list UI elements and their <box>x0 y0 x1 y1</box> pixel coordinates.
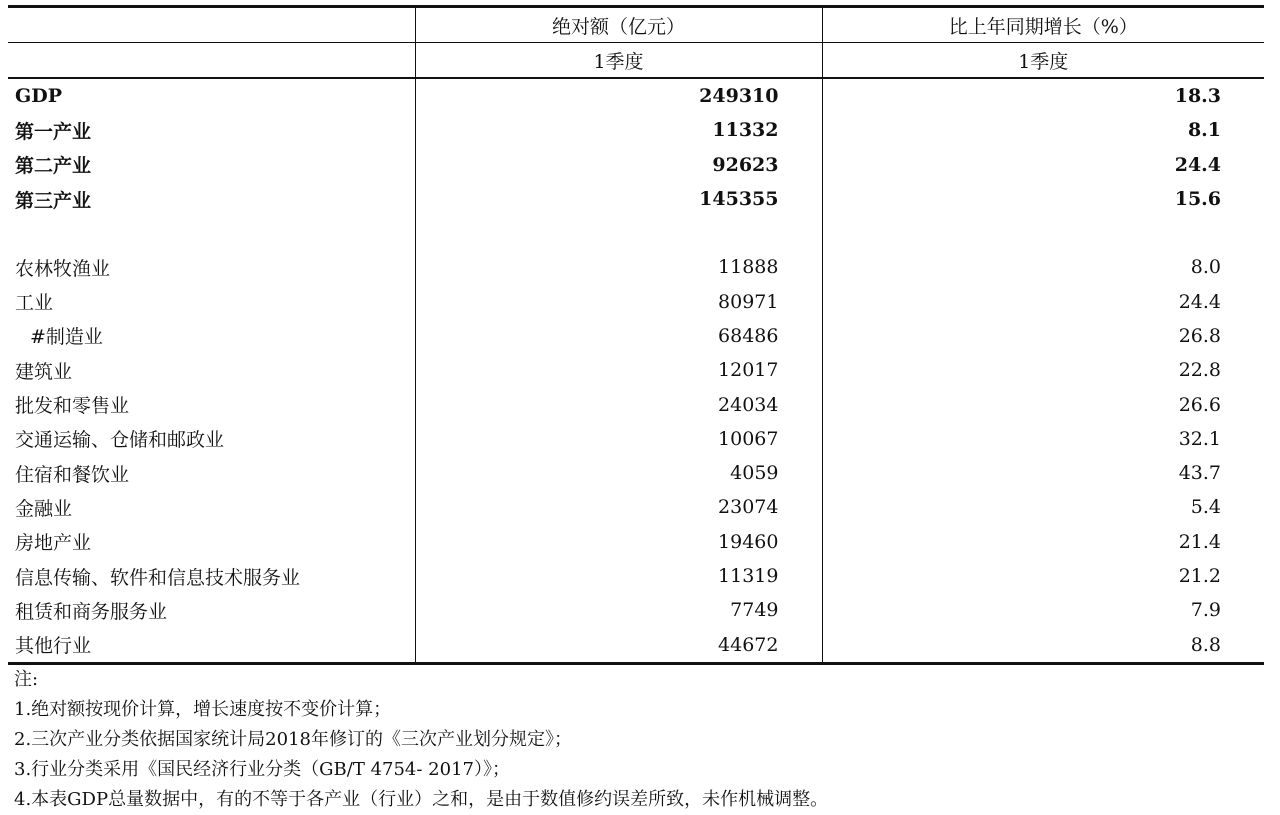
row-label: 第二产业 <box>15 155 92 178</box>
row-label: 批发和零售业 <box>15 395 130 418</box>
table-row <box>8 250 1264 284</box>
row-label: 其他行业 <box>8 627 415 663</box>
notes-title: 注: <box>14 669 39 690</box>
row-growth-value: 21.2 <box>822 559 1264 593</box>
row-growth-value: 22.8 <box>822 353 1264 387</box>
table-subheader-row <box>8 43 1264 79</box>
table-row <box>8 182 1264 216</box>
row-abs-value: 24034 <box>415 387 822 421</box>
row-abs-value: 11319 <box>415 559 822 593</box>
table-row <box>8 148 1264 182</box>
row-abs-value: 80971 <box>415 284 822 318</box>
row-growth-value: 21.4 <box>822 525 1264 559</box>
table-row <box>8 284 1264 318</box>
row-growth-value: 8.0 <box>822 250 1264 284</box>
row-growth-value: 18.3 <box>822 78 1264 113</box>
row-growth-value: 24.4 <box>822 284 1264 318</box>
row-growth-value: 43.7 <box>822 456 1264 490</box>
table-row <box>8 78 1264 113</box>
row-abs-value <box>415 216 822 250</box>
row-label: 工业 <box>15 292 54 315</box>
row-abs-value: 11332 <box>415 113 822 147</box>
row-label: #制造业 <box>30 326 103 349</box>
table-spacer-row <box>8 216 1264 250</box>
row-label: 建筑业 <box>15 360 73 383</box>
table-row <box>8 113 1264 147</box>
row-label <box>8 216 415 250</box>
note-item: 2.三次产业分类依据国家统计局2018年修订的《三次产业划分规定》； <box>14 729 572 750</box>
row-label: 金融业 <box>15 497 73 520</box>
row-abs-value: 92623 <box>415 148 822 182</box>
subheader-abs-quarter: 1季度 <box>415 43 822 79</box>
note-item: 1.绝对额按现价计算，增长速度按不变价计算； <box>14 699 392 720</box>
table-row <box>8 627 1264 663</box>
row-growth-value: 8.1 <box>822 113 1264 147</box>
table-row <box>8 387 1264 421</box>
row-abs-value: 4059 <box>415 456 822 490</box>
table-notes <box>14 665 1264 815</box>
table-row <box>8 593 1264 627</box>
note-item: 3.行业分类采用《国民经济行业分类（GB/T 4754- 2017）》； <box>14 759 510 780</box>
row-growth-value: 15.6 <box>822 182 1264 216</box>
row-label: 住宿和餐饮业 <box>15 463 130 486</box>
row-label: 信息传输、软件和信息技术服务业 <box>15 566 301 589</box>
row-label: GDP <box>15 85 62 108</box>
row-growth-value: 26.8 <box>822 319 1264 353</box>
table-header-row <box>8 7 1264 43</box>
row-label: 农林牧渔业 <box>15 257 111 280</box>
table-row <box>8 319 1264 353</box>
row-growth-value <box>822 216 1264 250</box>
table-row <box>8 353 1264 387</box>
row-label: 第一产业 <box>15 120 92 143</box>
header-absolute-amount: 绝对额（亿元） <box>415 7 822 43</box>
row-abs-value: 12017 <box>415 353 822 387</box>
row-growth-value: 5.4 <box>822 490 1264 524</box>
row-abs-value: 7749 <box>415 593 822 627</box>
row-abs-value: 10067 <box>415 422 822 456</box>
header-growth-rate: 比上年同期增长（%） <box>822 7 1264 43</box>
row-label: 房地产业 <box>15 532 92 555</box>
subheader-growth-quarter: 1季度 <box>822 43 1264 79</box>
subheader-blank-cell <box>8 43 415 79</box>
table-row <box>8 422 1264 456</box>
row-growth-value: 26.6 <box>822 387 1264 421</box>
row-abs-value: 44672 <box>415 627 822 663</box>
row-abs-value: 11888 <box>415 250 822 284</box>
table-row <box>8 490 1264 524</box>
table-row <box>8 559 1264 593</box>
row-abs-value: 145355 <box>415 182 822 216</box>
note-item: 4.本表GDP总量数据中，有的不等于各产业（行业）之和，是由于数值修约误差所致，未作机械调整。 <box>14 789 829 810</box>
row-label: 第三产业 <box>15 189 92 212</box>
row-abs-value: 249310 <box>415 78 822 113</box>
row-growth-value: 32.1 <box>822 422 1264 456</box>
header-blank-cell <box>8 7 415 43</box>
row-growth-value: 24.4 <box>822 148 1264 182</box>
row-growth-value: 7.9 <box>822 593 1264 627</box>
gdp-table <box>8 5 1264 665</box>
row-growth-value: 8.8 <box>822 627 1264 663</box>
row-abs-value: 19460 <box>415 525 822 559</box>
row-label: 交通运输、仓储和邮政业 <box>15 429 225 452</box>
table-row <box>8 525 1264 559</box>
row-abs-value: 68486 <box>415 319 822 353</box>
table-row <box>8 456 1264 490</box>
row-label: 租赁和商务服务业 <box>15 600 168 623</box>
row-abs-value: 23074 <box>415 490 822 524</box>
